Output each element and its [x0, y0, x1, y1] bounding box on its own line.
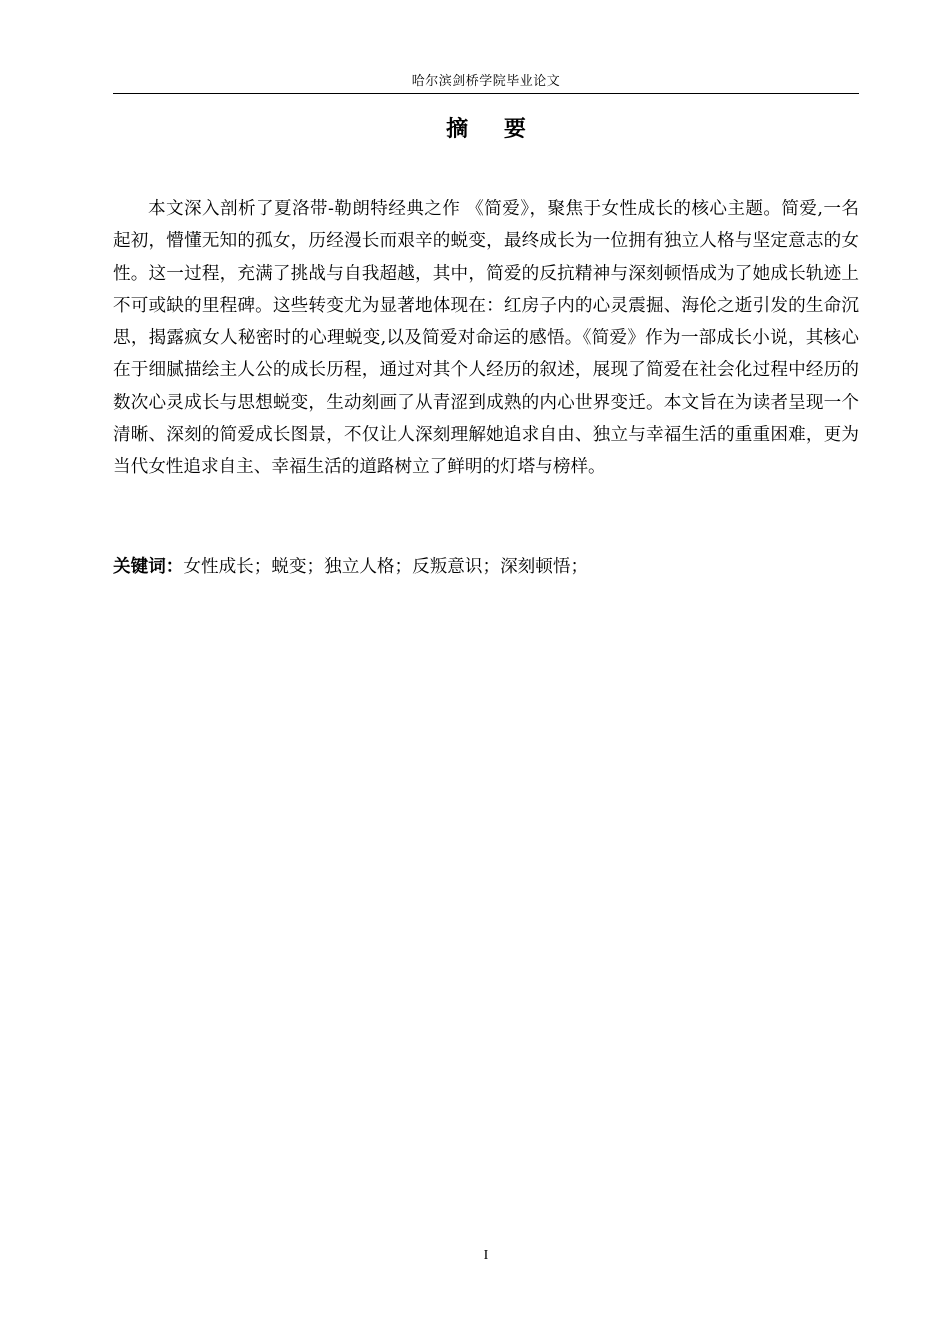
abstract-title: 摘 要: [446, 117, 540, 142]
keywords-line: [113, 552, 859, 582]
keywords-value: 女性成长；蜕变；独立人格；反叛意识；深刻顿悟；: [183, 557, 589, 577]
keywords-label: 关键词：: [113, 557, 184, 577]
page-number: I: [483, 1248, 489, 1263]
abstract-body: 本文深入剖析了夏洛带-勒朗特经典之作 《简爱》，聚焦于女性成长的核心主题。简爱,一名起初，懵懂无知的孤女，历经漫长而艰辛的蜕变，最终成长为一位拥有独立人格与坚定意志的女性。这一过程，充满了挑战与自我超越，其中，简爱的反抗精神与深刻顿悟成为了她成长轨迹上不可或缺的里程碑。这些转变尤为显著地体现在：红房子内的心灵震掘、海伦之逝引发的生命沉思，揭露疯女人秘密时的心理蜕变,以及简爱对命运的感悟。《简爱》作为一部成长小说，其核心在于细腻描绘主人公的成长历程，通过对其个人经历的叙述，展现了简爱在社会化过程中经历的数次心灵成长与思想蜕变，生动刻画了从青涩到成熟的内心世界变迁。本文旨在为读者呈现一个清晰、深刻的简爱成长图景，不仅让人深刻理解她追求自由、独立与幸福生活的重重困难，更为当代女性追求自主、幸福生活的道路树立了鲜明的灯塔与榜样。: [113, 199, 859, 478]
header-divider: [113, 93, 859, 94]
running-header: 哈尔滨剑桥学院毕业论文: [411, 74, 561, 89]
